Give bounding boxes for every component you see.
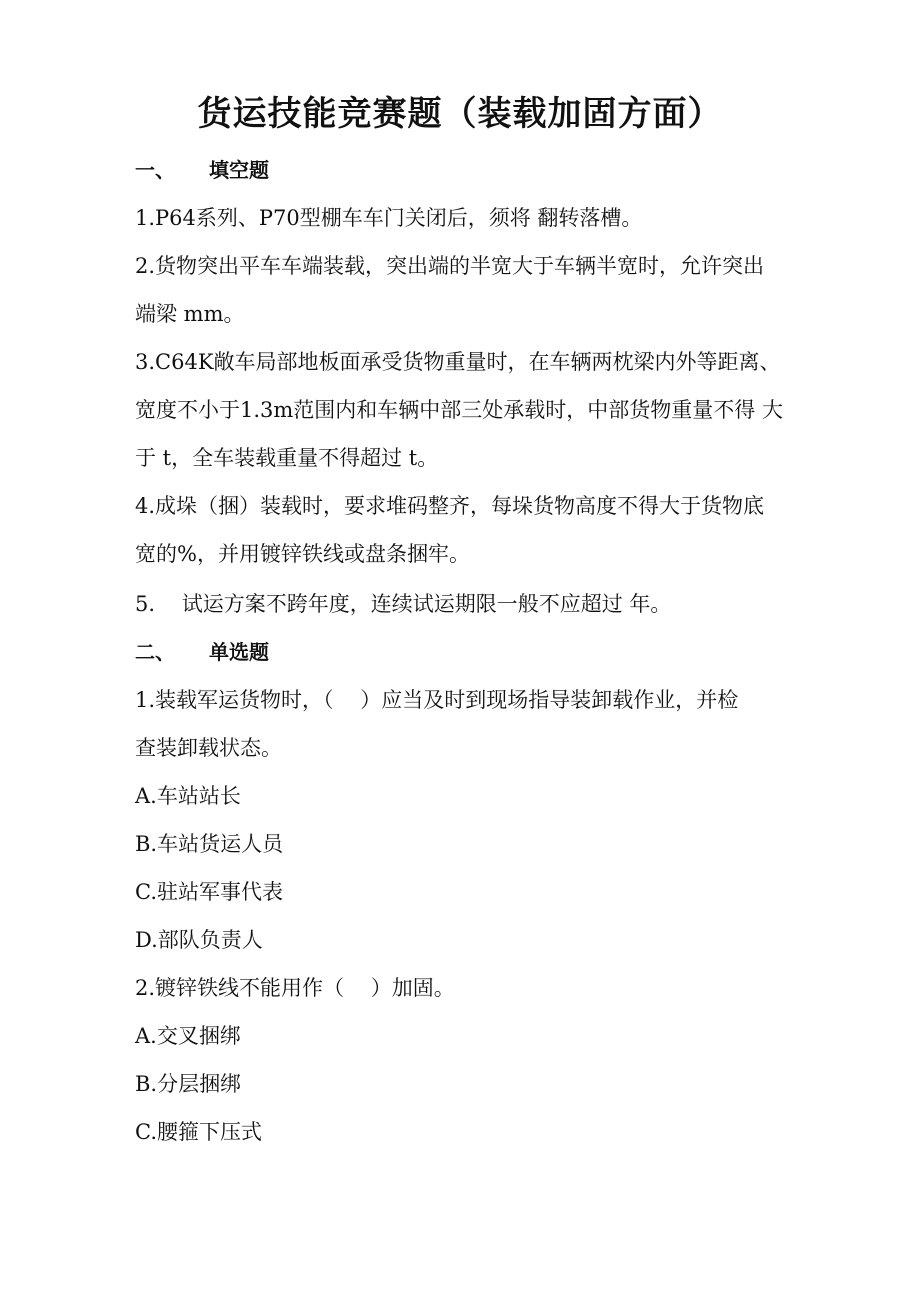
option-line: C.腰箍下压式 [135, 1120, 262, 1144]
section-number: 一、 [135, 158, 175, 182]
option-line: A.交叉捆绑 [135, 1024, 241, 1048]
section-heading-single-choice [135, 636, 269, 665]
option-line: C.驻站军事代表 [135, 880, 283, 904]
option-line: D.部队负责人 [135, 928, 263, 952]
question-line: 1.装载军运货物时，（ ）应当及时到现场指导装卸载作业，并检 [135, 688, 739, 712]
question-line: 宽的%，并用镀锌铁线或盘条捆牢。 [135, 542, 470, 566]
question-line: 端梁 mm。 [135, 302, 245, 326]
option-line: B.车站货运人员 [135, 832, 284, 856]
question-line: 宽度不小于1.3m范围内和车辆中部三处承载时，中部货物重量不得 大 [135, 398, 783, 422]
page-title: 货运技能竞赛题（装载加固方面） [197, 94, 723, 134]
option-line: B.分层捆绑 [135, 1072, 242, 1096]
question-line: 4.成垛（捆）装载时，要求堆码整齐，每垛货物高度不得大于货物底 [135, 494, 765, 518]
section-label: 填空题 [209, 158, 269, 182]
question-line: 3.C64K敞车局部地板面承受货物重量时，在车辆两枕梁内外等距离、 [135, 350, 781, 374]
section-heading-fill-blank [135, 154, 269, 183]
section-number: 二、 [135, 640, 175, 664]
question-line: 查装卸载状态。 [135, 736, 282, 760]
question-line: 2.镀锌铁线不能用作（ ）加固。 [135, 976, 455, 1000]
option-line: A.车站站长 [135, 784, 241, 808]
question-line: 于 t，全车装载重量不得超过 t。 [135, 446, 439, 470]
question-line: 2.货物突出平车车端装载，突出端的半宽大于车辆半宽时，允许突出 [135, 254, 765, 278]
section-label: 单选题 [209, 640, 269, 664]
question-line: 1.P64系列、P70型棚车车门关闭后，须将 翻转落槽。 [135, 206, 643, 230]
question-line: 5. 试运方案不跨年度，连续试运期限一般不应超过 年。 [135, 592, 672, 616]
